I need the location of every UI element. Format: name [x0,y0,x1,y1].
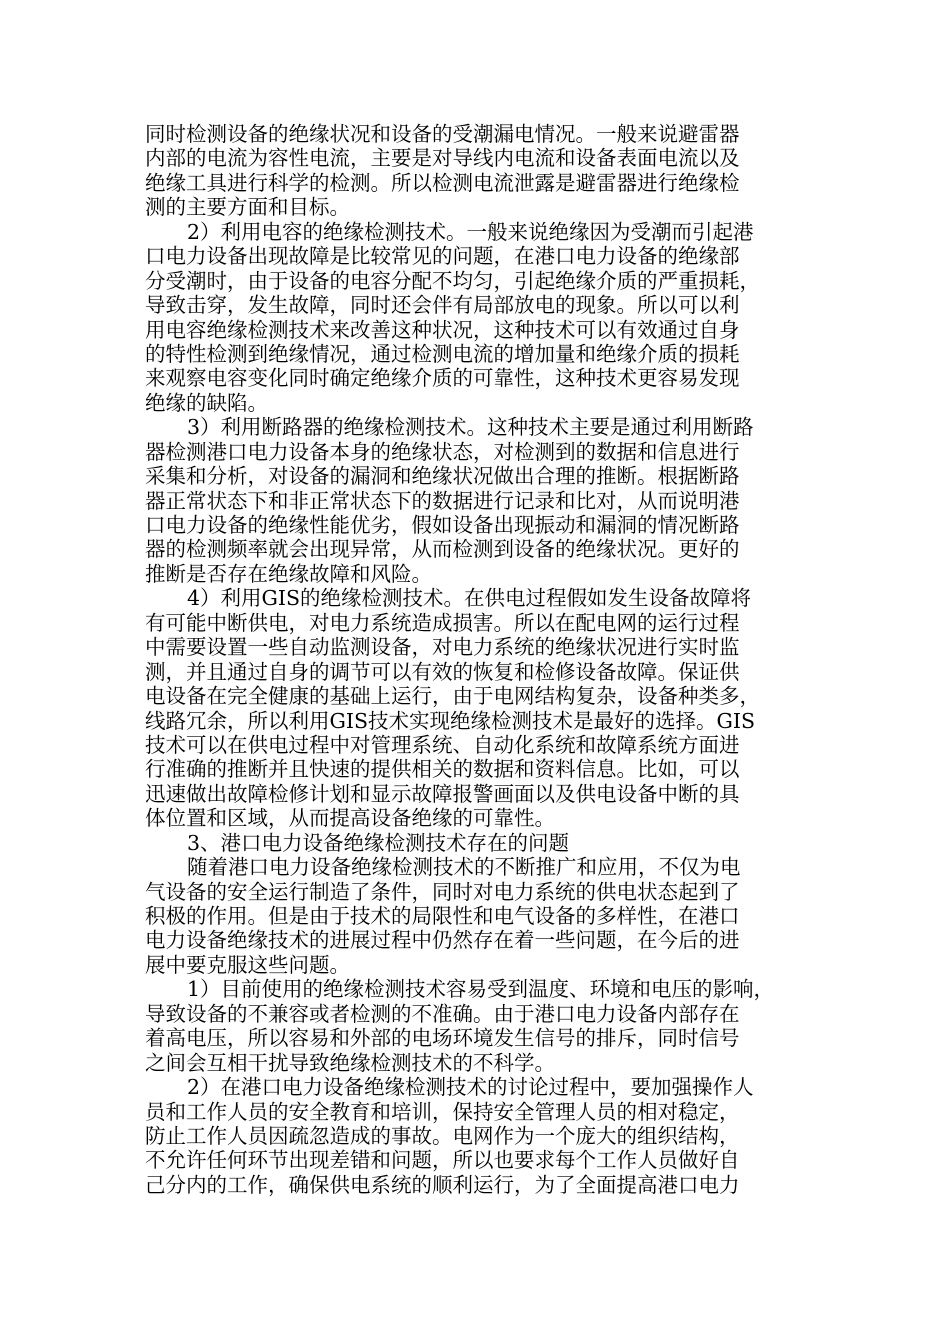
text-line: 推断是否存在绝缘故障和风险。 [145,561,432,586]
text-line: 器检测港口电力设备本身的绝缘状态，对检测到的数据和信息进行 [145,439,740,464]
text-line: 行准确的推断并且快速的提供相关的数据和资料信息。比如，可以 [145,757,740,782]
text-line: 电设备在完全健康的基础上运行，由于电网结构复杂，设备种类多， [145,684,760,709]
text-line: 测的主要方面和目标。 [145,195,350,220]
text-line: 4）利用GIS的绝缘检测技术。在供电过程假如发生设备故障将 [187,586,752,611]
text-line: 中需要设置一些自动监测设备，对电力系统的绝缘状况进行实时监 [145,635,740,660]
text-line: 迅速做出故障检修计划和显示故障报警画面以及供电设备中断的具 [145,781,740,806]
text-line: 分受潮时，由于设备的电容分配不均匀，引起绝缘介质的严重损耗， [145,268,760,293]
text-line: 绝缘的缺陷。 [145,390,268,415]
text-line: 采集和分析，对设备的漏洞和绝缘状况做出合理的推断。根据断路 [145,464,740,489]
text-line: 己分内的工作，确保供电系统的顺利运行，为了全面提高港口电力 [145,1172,740,1197]
text-line: 防止工作人员因疏忽造成的事故。电网作为一个庞大的组织结构， [145,1123,740,1148]
text-line: 3、港口电力设备绝缘检测技术存在的问题 [187,830,570,855]
text-line: 1）目前使用的绝缘检测技术容易受到温度、环境和电压的影响， [187,977,775,1002]
text-line: 着高电压，所以容易和外部的电场环境发生信号的排斥，同时信号 [145,1026,740,1051]
text-line: 口电力设备的绝缘性能优劣，假如设备出现振动和漏洞的情况断路 [145,513,740,537]
text-line: 的特性检测到绝缘情况，通过检测电流的增加量和绝缘介质的损耗 [145,341,740,366]
text-line: 技术可以在供电过程中对管理系统、自动化系统和故障系统方面进 [145,732,740,757]
text-line: 用电容绝缘检测技术来改善这种状况，这种技术可以有效通过自身 [145,317,740,342]
text-line: 同时检测设备的绝缘状况和设备的受潮漏电情况。一般来说避雷器 [145,122,740,146]
text-line: 体位置和区域，从而提高设备绝缘的可靠性。 [145,806,555,831]
text-line: 绝缘工具进行科学的检测。所以检测电流泄露是避雷器进行绝缘检 [145,170,740,195]
text-line: 测，并且通过自身的调节可以有效的恢复和检修设备故障。保证供 [145,659,740,684]
text-line: 不允许任何环节出现差错和问题，所以也要求每个工作人员做好自 [145,1148,740,1173]
text-line: 器的检测频率就会出现异常，从而检测到设备的绝缘状况。更好的 [145,537,740,562]
text-line: 来观察电容变化同时确定绝缘介质的可靠性，这种技术更容易发现 [145,366,740,391]
text-line: 积极的作用。但是由于技术的局限性和电气设备的多样性，在港口 [145,904,740,928]
text-line: 口电力设备出现故障是比较常见的问题，在港口电力设备的绝缘部 [145,244,740,269]
text-line: 内部的电流为容性电流，主要是对导线内电流和设备表面电流以及 [145,146,740,171]
text-line: 导致设备的不兼容或者检测的不准确。由于港口电力设备内部存在 [145,1001,740,1026]
text-line: 2）利用电容的绝缘检测技术。一般来说绝缘因为受潮而引起港 [187,219,754,244]
text-line: 员和工作人员的安全教育和培训，保持安全管理人员的相对稳定， [145,1099,740,1124]
text-line: 展中要克服这些问题。 [145,952,350,977]
text-line: 3）利用断路器的绝缘检测技术。这种技术主要是通过利用断路 [187,415,754,440]
text-line: 2）在港口电力设备绝缘检测技术的讨论过程中，要加强操作人 [187,1075,754,1100]
text-line: 器正常状态下和非正常状态下的数据进行记录和比对，从而说明港 [145,488,740,513]
text-line: 电力设备绝缘技术的进展过程中仍然存在着一些问题，在今后的进 [145,928,740,953]
text-line: 气设备的安全运行制造了条件，同时对电力系统的供电状态起到了 [145,879,740,904]
document-body [145,122,813,1197]
text-line: 线路冗余，所以利用GIS技术实现绝缘检测技术是最好的选择。GIS [145,708,756,733]
text-line: 导致击穿，发生故障，同时还会伴有局部放电的现象。所以可以利 [145,293,740,318]
text-line: 随着港口电力设备绝缘检测技术的不断推广和应用，不仅为电 [187,855,741,880]
text-line: 之间会互相干扰导致绝缘检测技术的不科学。 [145,1050,555,1075]
text-line: 有可能中断供电，对电力系统造成损害。所以在配电网的运行过程 [145,610,740,635]
